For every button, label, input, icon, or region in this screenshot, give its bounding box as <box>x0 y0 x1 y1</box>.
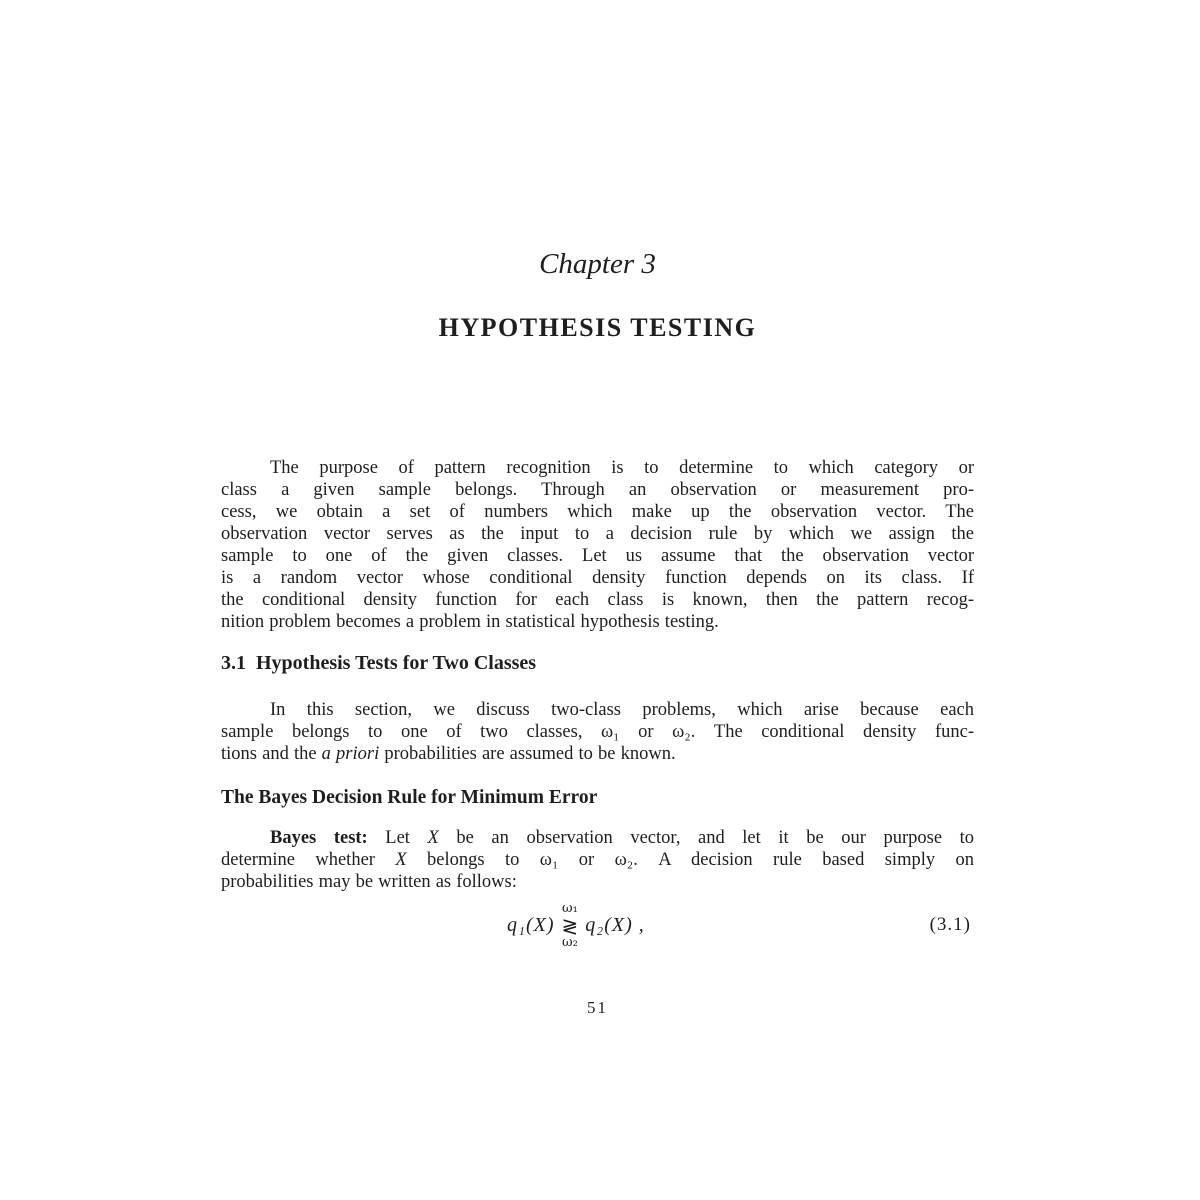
text-run: X <box>395 850 407 870</box>
equation-relation-stack <box>562 902 579 949</box>
text-run: tions and the <box>221 744 322 764</box>
equation-lhs: q₁(X) <box>507 914 555 937</box>
text-line: nition problem becomes a problem in statistical hypothesis testing. <box>221 612 719 632</box>
text-line: cess, we obtain a set of numbers which make up the observation vector. The <box>221 502 974 522</box>
text-run: a priori <box>321 744 380 764</box>
bayes-decision-rule-heading: The Bayes Decision Rule for Minimum Error <box>221 787 598 808</box>
equation-expression <box>507 902 645 949</box>
text-run: be an observation vector, and let it be our purpose to <box>438 828 974 848</box>
text-run: X <box>427 828 439 848</box>
text-line <box>221 827 974 849</box>
equation-3-1 <box>221 896 974 960</box>
text-run: belongs to ω₁ or ω₂. A decision rule based simply on <box>406 850 974 870</box>
equation-number: (3.1) <box>929 914 971 935</box>
page-number: 51 <box>587 998 608 1017</box>
section-3-1-heading: 3.1 Hypothesis Tests for Two Classes <box>221 652 537 674</box>
bayes-test-paragraph <box>221 827 974 893</box>
text-line: the conditional density function for each class is known, then the pattern recog- <box>221 590 974 610</box>
equation-gtrless-icon: ≷ <box>561 913 579 938</box>
chapter-title: HYPOTHESIS TESTING <box>438 313 757 342</box>
text-line: In this section, we discuss two-class problems, which arise because each <box>270 700 974 720</box>
equation-omega1-label: ω₁ <box>561 901 578 916</box>
text-line <box>221 743 974 765</box>
text-line: probabilities may be written as follows: <box>221 872 517 892</box>
text-run: Bayes test: <box>270 828 368 848</box>
equation-rhs: q₂(X) , <box>585 914 645 937</box>
text-line <box>221 849 974 871</box>
text-run: probabilities are assumed to be known. <box>379 744 676 764</box>
text-run: determine whether <box>221 850 396 870</box>
intro-paragraph <box>221 457 974 633</box>
text-line: is a random vector whose conditional density function depends on its class. If <box>221 568 974 588</box>
text-line: The purpose of pattern recognition is to determine to which category or <box>270 458 974 478</box>
section-3-1-paragraph <box>221 699 974 765</box>
text-run: Let <box>367 828 428 848</box>
text-line: observation vector serves as the input to a decision rule by which we assign the <box>221 524 974 544</box>
chapter-number: Chapter 3 <box>539 248 656 280</box>
text-line: sample belongs to one of two classes, ω₁ or ω₂. The conditional density func- <box>221 722 974 742</box>
text-line: class a given sample belongs. Through an observation or measurement pro- <box>221 480 974 500</box>
text-line: sample to one of the given classes. Let us assume that the observation vector <box>221 546 974 566</box>
equation-omega2-label: ω₂ <box>561 934 578 950</box>
